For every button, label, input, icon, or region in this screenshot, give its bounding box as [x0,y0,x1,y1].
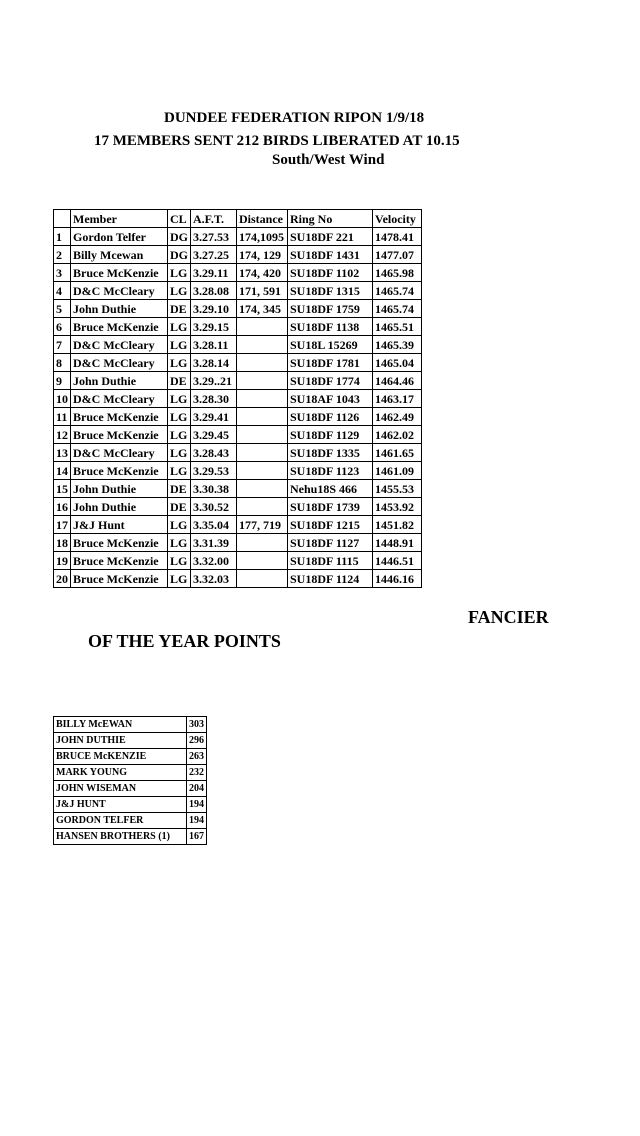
cell-aft: 3.27.53 [191,228,237,246]
points-value: 194 [187,797,207,813]
cell-distance [237,534,288,552]
cell-aft: 3.29.41 [191,408,237,426]
cell-position: 11 [54,408,71,426]
cell-member: John Duthie [71,300,168,318]
cell-ring-no: SU18DF 1124 [288,570,373,588]
cell-class: LG [168,516,191,534]
cell-member: Billy Mcewan [71,246,168,264]
cell-member: John Duthie [71,372,168,390]
cell-ring-no: SU18DF 1781 [288,354,373,372]
cell-distance [237,426,288,444]
cell-member: John Duthie [71,480,168,498]
table-row [54,246,422,264]
cell-ring-no: SU18DF 1127 [288,534,373,552]
cell-distance [237,480,288,498]
cell-ring-no: SU18DF 221 [288,228,373,246]
cell-distance [237,498,288,516]
cell-velocity: 1477.07 [373,246,422,264]
cell-ring-no: SU18DF 1102 [288,264,373,282]
points-value: 167 [187,829,207,845]
cell-aft: 3.29.45 [191,426,237,444]
cell-position: 10 [54,390,71,408]
cell-member: D&C McCleary [71,390,168,408]
cell-member: Bruce McKenzie [71,462,168,480]
points-value: 296 [187,733,207,749]
cell-aft: 3.28.30 [191,390,237,408]
cell-ring-no: SU18DF 1774 [288,372,373,390]
table-row [54,444,422,462]
cell-aft: 3.28.43 [191,444,237,462]
cell-position: 8 [54,354,71,372]
cell-ring-no: SU18DF 1126 [288,408,373,426]
cell-aft: 3.29.15 [191,318,237,336]
race-summary: 17 MEMBERS SENT 212 BIRDS LIBERATED AT 10.15 [94,133,460,149]
cell-ring-no: SU18AF 1043 [288,390,373,408]
cell-aft: 3.30.52 [191,498,237,516]
cell-ring-no: SU18DF 1129 [288,426,373,444]
cell-position: 20 [54,570,71,588]
cell-distance: 174, 420 [237,264,288,282]
points-name: GORDON TELFER [54,813,187,829]
cell-ring-no: SU18DF 1739 [288,498,373,516]
table-row [54,318,422,336]
cell-class: LG [168,354,191,372]
cell-velocity: 1462.02 [373,426,422,444]
points-value: 194 [187,813,207,829]
cell-class: LG [168,408,191,426]
cell-distance [237,570,288,588]
points-name: MARK YOUNG [54,765,187,781]
points-row [54,829,207,845]
table-row [54,408,422,426]
table-row [54,282,422,300]
cell-class: LG [168,336,191,354]
cell-class: LG [168,390,191,408]
cell-ring-no: SU18L 15269 [288,336,373,354]
cell-member: D&C McCleary [71,336,168,354]
table-row [54,552,422,570]
cell-velocity: 1465.74 [373,300,422,318]
cell-class: LG [168,552,191,570]
cell-distance: 174, 129 [237,246,288,264]
cell-position: 6 [54,318,71,336]
table-row [54,426,422,444]
table-row [54,228,422,246]
points-row [54,781,207,797]
year-points-heading: OF THE YEAR POINTS [88,631,281,651]
cell-class: LG [168,264,191,282]
table-row [54,300,422,318]
cell-position: 17 [54,516,71,534]
cell-member: D&C McCleary [71,354,168,372]
cell-aft: 3.29.11 [191,264,237,282]
cell-position: 4 [54,282,71,300]
cell-position: 18 [54,534,71,552]
points-row [54,749,207,765]
cell-class: LG [168,570,191,588]
cell-ring-no: Nehu18S 466 [288,480,373,498]
cell-velocity: 1446.16 [373,570,422,588]
cell-member: John Duthie [71,498,168,516]
cell-position: 1 [54,228,71,246]
points-name: BRUCE McKENZIE [54,749,187,765]
points-row [54,765,207,781]
cell-velocity: 1465.74 [373,282,422,300]
cell-class: LG [168,282,191,300]
cell-distance [237,462,288,480]
points-name: JOHN WISEMAN [54,781,187,797]
points-row [54,717,207,733]
wind-info: South/West Wind [272,152,385,168]
cell-member: J&J Hunt [71,516,168,534]
cell-aft: 3.28.14 [191,354,237,372]
table-row [54,354,422,372]
cell-position: 9 [54,372,71,390]
cell-aft: 3.30.38 [191,480,237,498]
cell-aft: 3.28.11 [191,336,237,354]
cell-ring-no: SU18DF 1115 [288,552,373,570]
results-header-row [54,210,422,228]
points-name: J&J HUNT [54,797,187,813]
points-row [54,797,207,813]
cell-member: Bruce McKenzie [71,534,168,552]
cell-distance [237,336,288,354]
cell-velocity: 1462.49 [373,408,422,426]
cell-position: 2 [54,246,71,264]
cell-ring-no: SU18DF 1335 [288,444,373,462]
table-row [54,390,422,408]
cell-distance: 174, 345 [237,300,288,318]
cell-position: 15 [54,480,71,498]
cell-member: Bruce McKenzie [71,570,168,588]
cell-ring-no: SU18DF 1315 [288,282,373,300]
col-position-header [54,210,71,228]
cell-member: Bruce McKenzie [71,408,168,426]
cell-velocity: 1455.53 [373,480,422,498]
cell-aft: 3.28.08 [191,282,237,300]
cell-distance [237,354,288,372]
cell-velocity: 1465.39 [373,336,422,354]
cell-distance: 171, 591 [237,282,288,300]
table-row [54,480,422,498]
cell-ring-no: SU18DF 1759 [288,300,373,318]
cell-aft: 3.29..21 [191,372,237,390]
cell-velocity: 1448.91 [373,534,422,552]
cell-class: DE [168,498,191,516]
points-row [54,813,207,829]
cell-position: 16 [54,498,71,516]
cell-aft: 3.32.00 [191,552,237,570]
table-row [54,516,422,534]
results-table [53,209,422,588]
points-table [53,716,207,845]
cell-aft: 3.29.10 [191,300,237,318]
cell-position: 13 [54,444,71,462]
table-row [54,498,422,516]
cell-member: Bruce McKenzie [71,552,168,570]
cell-class: LG [168,444,191,462]
points-name: BILLY McEWAN [54,717,187,733]
race-title: DUNDEE FEDERATION RIPON 1/9/18 [164,110,425,126]
cell-aft: 3.35.04 [191,516,237,534]
cell-distance [237,552,288,570]
cell-class: LG [168,534,191,552]
cell-velocity: 1461.09 [373,462,422,480]
cell-velocity: 1465.98 [373,264,422,282]
table-row [54,264,422,282]
cell-position: 12 [54,426,71,444]
cell-class: LG [168,318,191,336]
cell-class: DE [168,372,191,390]
points-name: HANSEN BROTHERS (1) [54,829,187,845]
points-value: 303 [187,717,207,733]
cell-aft: 3.27.25 [191,246,237,264]
table-row [54,372,422,390]
table-row [54,462,422,480]
cell-velocity: 1478.41 [373,228,422,246]
cell-ring-no: SU18DF 1138 [288,318,373,336]
cell-velocity: 1461.65 [373,444,422,462]
cell-class: LG [168,462,191,480]
col-distance-header: Distance [237,210,288,228]
points-value: 232 [187,765,207,781]
points-value: 263 [187,749,207,765]
cell-distance: 174,1095 [237,228,288,246]
cell-position: 3 [54,264,71,282]
cell-member: Bruce McKenzie [71,264,168,282]
cell-ring-no: SU18DF 1123 [288,462,373,480]
cell-ring-no: SU18DF 1431 [288,246,373,264]
cell-position: 7 [54,336,71,354]
cell-distance: 177, 719 [237,516,288,534]
col-aft-header: A.F.T. [191,210,237,228]
cell-velocity: 1465.04 [373,354,422,372]
cell-ring-no: SU18DF 1215 [288,516,373,534]
cell-member: D&C McCleary [71,282,168,300]
cell-position: 14 [54,462,71,480]
cell-velocity: 1453.92 [373,498,422,516]
cell-distance [237,444,288,462]
cell-class: DG [168,228,191,246]
cell-velocity: 1451.82 [373,516,422,534]
cell-position: 5 [54,300,71,318]
cell-distance [237,318,288,336]
cell-class: DE [168,300,191,318]
cell-aft: 3.31.39 [191,534,237,552]
cell-class: DE [168,480,191,498]
col-class-header: CL [168,210,191,228]
table-row [54,570,422,588]
cell-velocity: 1446.51 [373,552,422,570]
cell-class: DG [168,246,191,264]
points-name: JOHN DUTHIE [54,733,187,749]
col-member-header: Member [71,210,168,228]
cell-member: Bruce McKenzie [71,318,168,336]
col-velocity-header: Velocity [373,210,422,228]
cell-velocity: 1465.51 [373,318,422,336]
cell-velocity: 1463.17 [373,390,422,408]
cell-velocity: 1464.46 [373,372,422,390]
cell-distance [237,408,288,426]
points-value: 204 [187,781,207,797]
cell-member: D&C McCleary [71,444,168,462]
points-row [54,733,207,749]
cell-distance [237,372,288,390]
cell-class: LG [168,426,191,444]
fancier-heading: FANCIER [468,607,549,627]
col-ring-header: Ring No [288,210,373,228]
table-row [54,336,422,354]
cell-aft: 3.29.53 [191,462,237,480]
cell-member: Bruce McKenzie [71,426,168,444]
cell-distance [237,390,288,408]
cell-member: Gordon Telfer [71,228,168,246]
table-row [54,534,422,552]
cell-position: 19 [54,552,71,570]
cell-aft: 3.32.03 [191,570,237,588]
